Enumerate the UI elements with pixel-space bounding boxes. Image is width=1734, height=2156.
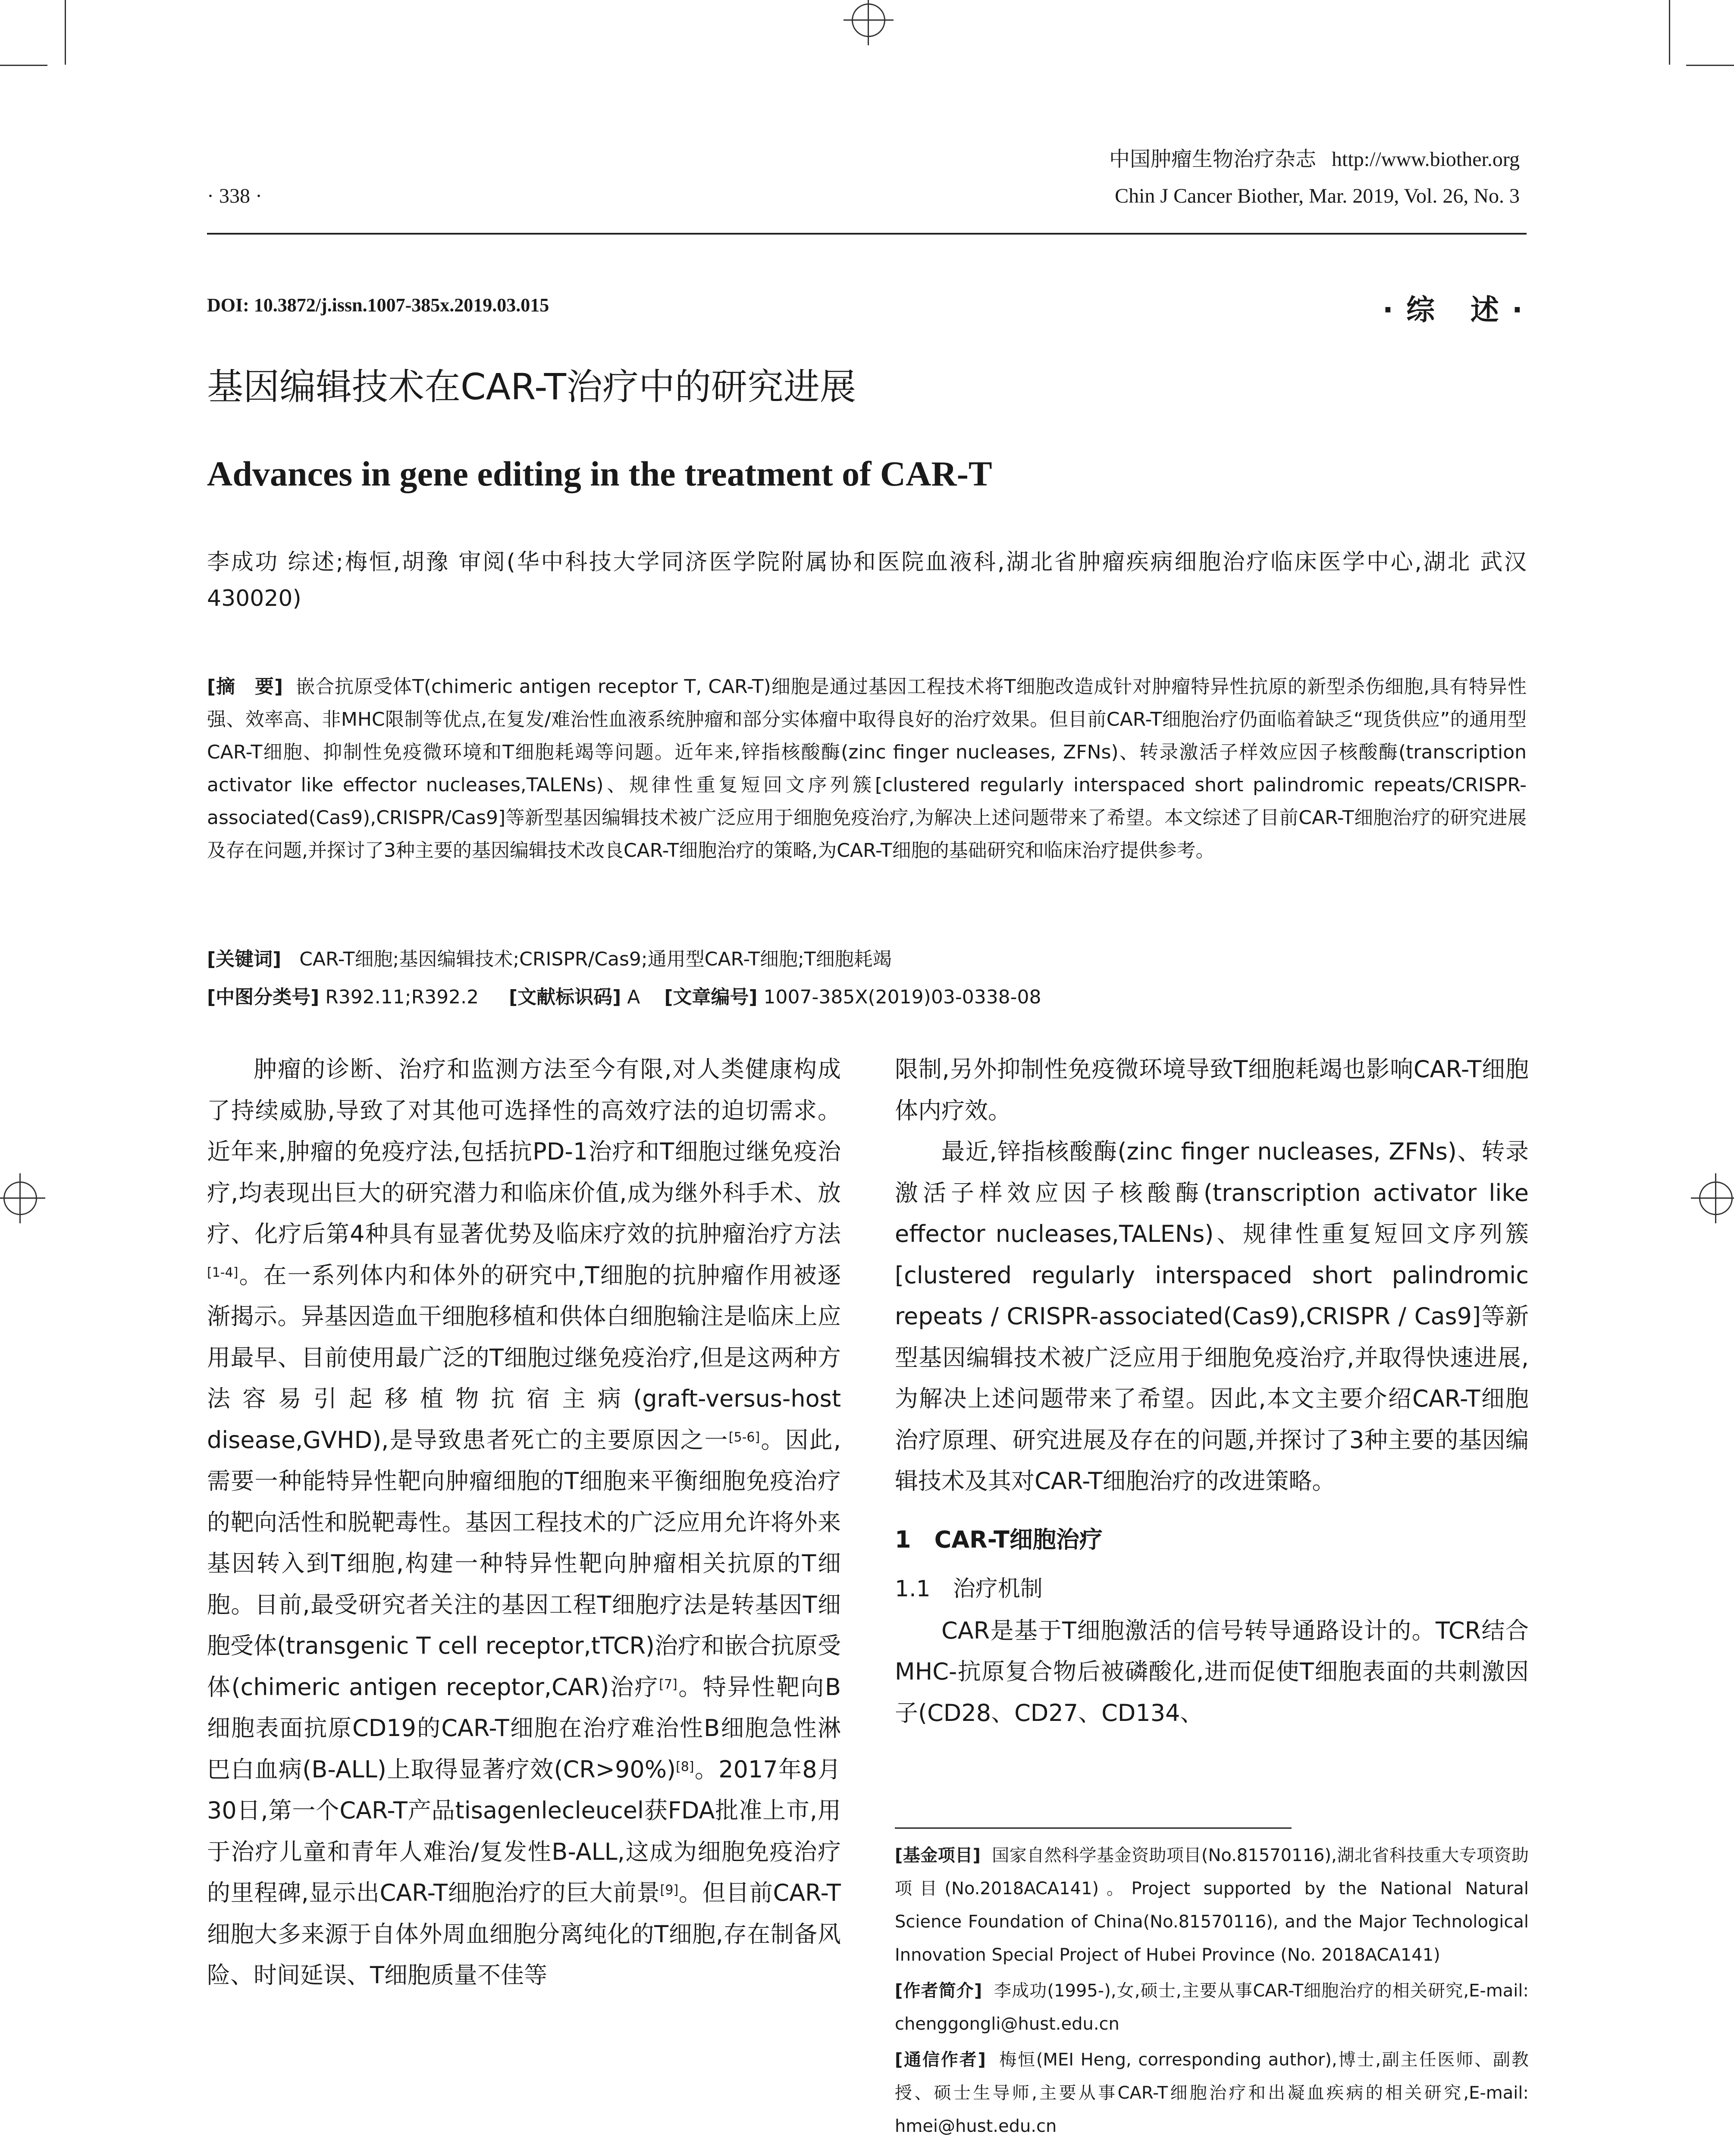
- title-en: Advances in gene editing in the treatment of CAR-T: [207, 454, 992, 493]
- clc-label: [中图分类号]: [207, 986, 320, 1008]
- section-heading: 1 CAR-T细胞治疗: [895, 1526, 1103, 1553]
- clc-value: R392.11;R392.2: [325, 986, 479, 1008]
- body-column-right: [895, 1049, 1529, 1733]
- crop-mark: [1686, 65, 1734, 66]
- registration-mark-icon: [1699, 1181, 1733, 1215]
- citation: [8]: [676, 1759, 694, 1774]
- footnote-author: [895, 1974, 1529, 2041]
- registration-mark-icon: [852, 3, 885, 37]
- doc-code-value: A: [627, 986, 640, 1008]
- subsection-heading: 1.1 治疗机制: [895, 1576, 1043, 1602]
- paragraph: 限制,另外抑制性免疫微环境导致T细胞耗竭也影响CAR-T细胞体内疗效。: [895, 1056, 1529, 1124]
- journal-name-en: Chin J Cancer Biother, Mar. 2019, Vol. 26, No. 3: [1115, 185, 1520, 207]
- text-run: 。但目前CAR-T细胞大多来源于自体外周血细胞分离纯化的T细胞,存在制备风险、时间延误、T细胞质量不佳等: [207, 1879, 841, 1989]
- text-run: 。在一系列体内和体外的研究中,T细胞的抗肿瘤作用被逐渐揭示。异基因造血干细胞移植和供体白细胞输注是临床上应用最早、目前使用最广泛的T细胞过继免疫治疗,但是这两种方法容易引起移植物抗宿主病(graft-versus-host disease,GVHD),是导致患者死亡的主要原因之一: [207, 1261, 841, 1454]
- authors-affiliation: 李成功 综述;梅恒,胡豫 审阅(华中科技大学同济医学院附属协和医院血液科,湖北省肿瘤疾病细胞治疗临床医学中心,湖北 武汉 430020): [207, 549, 1527, 611]
- article-type: ·综 述·: [1382, 293, 1536, 326]
- abstract: [207, 671, 1527, 867]
- doc-code-label: [文献标识码]: [509, 986, 621, 1008]
- footnote-text: 李成功(1995-),女,硕士,主要从事CAR-T细胞治疗的相关研究,E-mail: chenggongli@hust.edu.cn: [895, 1981, 1529, 2034]
- keywords-label: [关键词]: [207, 948, 282, 970]
- journal-header: [830, 147, 1520, 209]
- article-number-label: [文章编号]: [664, 986, 758, 1008]
- footnotes: [895, 1839, 1529, 2146]
- crop-mark: [0, 65, 47, 66]
- classification: [207, 981, 1527, 1014]
- citation: [7]: [659, 1677, 677, 1692]
- text-run: 。因此,需要一种能特异性靶向肿瘤细胞的T细胞来平衡细胞免疫治疗的靶向活性和脱靶毒性。基因工程技术的广泛应用允许将外来基因转入到T细胞,构建一种特异性靶向肿瘤相关抗原的T细胞。目前,最受研究者关注的基因工程T细胞疗法是转基因T细胞受体(transgenic T cell receptor,tTCR)治疗和嵌合抗原受体(chimeric antigen receptor,CAR)治疗: [207, 1426, 841, 1701]
- footnote-label: [通信作者]: [895, 2050, 986, 2070]
- citation: [5-6]: [728, 1429, 760, 1445]
- keywords: [207, 943, 1527, 976]
- article-number-value: 1007-385X(2019)03-0338-08: [763, 986, 1041, 1008]
- body-column-left: [207, 1049, 841, 1996]
- doi: DOI: 10.3872/j.issn.1007-385x.2019.03.015: [207, 295, 549, 316]
- text-run: 肿瘤的诊断、治疗和监测方法至今有限,对人类健康构成了持续威胁,导致了对其他可选择性的高效疗法的迫切需求。近年来,肿瘤的免疫疗法,包括抗PD-1治疗和T细胞过继免疫治疗,均表现出巨大的研究潜力和临床价值,成为继外科手术、放疗、化疗后第4种具有显著优势及临床疗效的抗肿瘤治疗方法: [207, 1056, 841, 1247]
- keywords-text: CAR-T细胞;基因编辑技术;CRISPR/Cas9;通用型CAR-T细胞;T细胞耗竭: [299, 948, 892, 970]
- crop-mark: [1669, 0, 1670, 65]
- abstract-label: [摘 要]: [207, 676, 283, 698]
- journal-name-zh: 中国肿瘤生物治疗杂志: [1109, 148, 1317, 171]
- paragraph: 最近,锌指核酸酶(zinc finger nucleases, ZFNs)、转录激活子样效应因子核酸酶(transcription activator like effector nucleases,TALENs)、规律性重复短回文序列簇[clustered regularly interspaced short palindromic repeats / CRISPR-associated(Cas9),CRISPR / Cas9]等新型基因编辑技术被广泛应用于细胞免疫治疗,并取得快速进展,为解决上述问题带来了希望。因此,本文主要介绍CAR-T细胞治疗原理、研究进展及存在的问题,并探讨了3种主要的基因编辑技术及其对CAR-T细胞治疗的改进策略。: [895, 1138, 1529, 1495]
- page-number: · 338 ·: [207, 185, 262, 207]
- header-rule: [207, 233, 1527, 235]
- footnote-funding: [895, 1839, 1529, 1972]
- citation: [1-4]: [207, 1265, 238, 1280]
- paragraph: [207, 1049, 841, 1996]
- footnote-label: [基金项目]: [895, 1846, 981, 1865]
- abstract-text: 嵌合抗原受体T(chimeric antigen receptor T, CAR-T)细胞是通过基因工程技术将T细胞改造成针对肿瘤特异性抗原的新型杀伤细胞,具有特异性强、效率高、非MHC限制等优点,在复发/难治性血液系统肿瘤和部分实体瘤中取得良好的治疗效果。但目前CAR-T细胞治疗仍面临着缺乏“现货供应”的通用型CAR-T细胞、抑制性免疫微环境和T细胞耗竭等问题。近年来,锌指核酸酶(zinc finger nucleases, ZFNs)、转录激活子样效应因子核酸酶(transcription activator like effector nucleases,TALENs)、规律性重复短回文序列簇[clustered regularly interspaced short palindromic repeats/CRISPR-associated(Cas9),CRISPR/Cas9]等新型基因编辑技术被广泛应用于细胞免疫治疗,为解决上述问题带来了希望。本文综述了目前CAR-T细胞治疗的研究进展及存在问题,并探讨了3种主要的基因编辑技术改良CAR-T细胞治疗的策略,为CAR-T细胞的基础研究和临床治疗提供参考。: [207, 676, 1527, 862]
- footnote-text: 国家自然科学基金资助项目(No.81570116),湖北省科技重大专项资助项目(No.2018ACA141)。Project supported by the National Natural Science Foundation of China(No.81570116), and the Major Technological Innovation Special Project of Hubei Province (No. 2018ACA141): [895, 1846, 1529, 1965]
- citation: [9]: [660, 1883, 679, 1898]
- footnote-text: 梅恒(MEI Heng, corresponding author),博士,副主任医师、副教授、硕士生导师,主要从事CAR-T细胞治疗和出凝血疾病的相关研究,E-mail: hmei@hust.edu.cn: [895, 2050, 1529, 2136]
- text-run: 。特异性靶向B细胞表面抗原CD19的CAR-T细胞在治疗难治性B细胞急性淋巴白血病(B-ALL)上取得显著疗效(CR>90%): [207, 1673, 841, 1783]
- title-zh: 基因编辑技术在CAR-T治疗中的研究进展: [207, 366, 856, 408]
- footnote-rule: [895, 1827, 1292, 1829]
- journal-url: http://www.biother.org: [1332, 148, 1520, 171]
- text-run: 。2017年8月30日,第一个CAR-T产品tisagenlecleucel获FDA批准上市,用于治疗儿童和青年人难治/复发性B-ALL,这成为细胞免疫治疗的里程碑,显示出CAR-T细胞治疗的巨大前景: [207, 1755, 841, 1906]
- crop-mark: [65, 0, 66, 65]
- paragraph: CAR是基于T细胞激活的信号转导通路设计的。TCR结合MHC-抗原复合物后被磷酸化,进而促使T细胞表面的共刺激因子(CD28、CD27、CD134、: [895, 1617, 1529, 1727]
- footnote-correspondence: [895, 2043, 1529, 2143]
- registration-mark-icon: [3, 1181, 37, 1215]
- footnote-label: [作者简介]: [895, 1981, 982, 2001]
